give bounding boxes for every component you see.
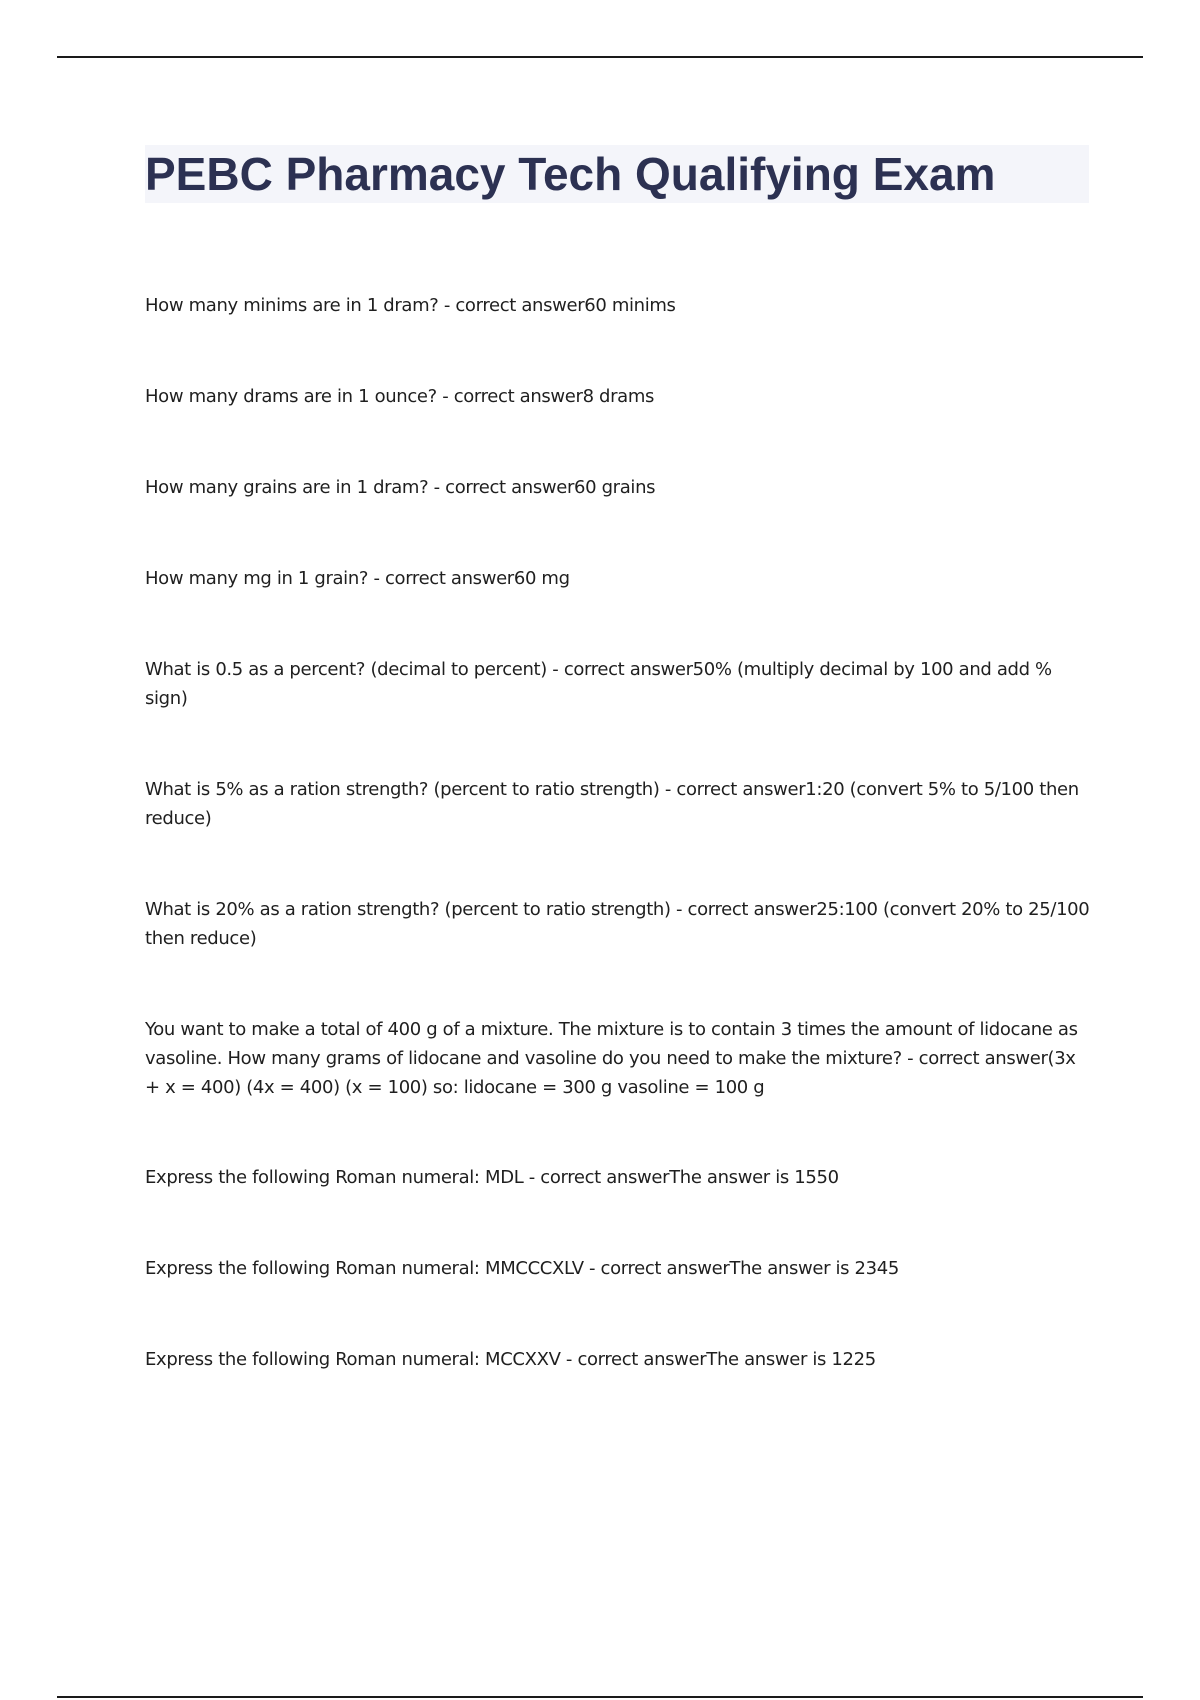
qa-item: How many drams are in 1 ounce? - correct answer8 drams: [145, 386, 655, 407]
qa-item: What is 20% as a ration strength? (percent to ratio strength) - correct answer25:100 (convert 20% to 25/100 then reduce): [145, 899, 1090, 949]
qa-item: Express the following Roman numeral: MCCXXV - correct answerThe answer is 1225: [145, 1349, 876, 1370]
qa-item: How many grains are in 1 dram? - correct answer60 grains: [145, 477, 656, 498]
qa-item: What is 5% as a ration strength? (percent to ratio strength) - correct answer1:20 (convert 5% to 5/100 then reduce): [145, 779, 1079, 829]
bottom-divider: [57, 1696, 1143, 1698]
qa-item: Express the following Roman numeral: MDL - correct answerThe answer is 1550: [145, 1167, 839, 1188]
qa-item: Express the following Roman numeral: MMCCCXLV - correct answerThe answer is 2345: [145, 1258, 899, 1279]
qa-item: How many mg in 1 grain? - correct answer60 mg: [145, 568, 570, 589]
top-divider: [57, 56, 1143, 58]
qa-item: What is 0.5 as a percent? (decimal to percent) - correct answer50% (multiply decimal by 100 and add % sign): [145, 659, 1052, 709]
document-title: PEBC Pharmacy Tech Qualifying Exam: [145, 148, 996, 200]
qa-item: You want to make a total of 400 g of a mixture. The mixture is to contain 3 times the amount of lidocane as vasoline. How many grams of lidocane and vasoline do you need to make the mixture? - correct answer(3x + x = 400) (4x = 400) (x = 100) so: lidocane = 300 g vasoline = 100 g: [145, 1019, 1078, 1098]
qa-item: How many minims are in 1 dram? - correct answer60 minims: [145, 295, 676, 316]
